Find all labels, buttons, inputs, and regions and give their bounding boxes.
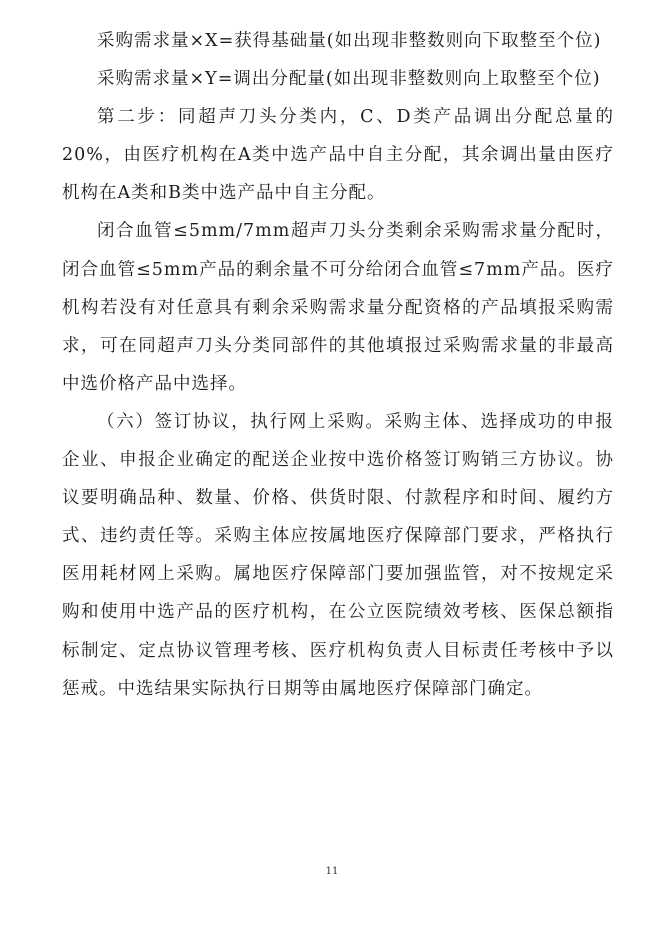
paragraph-base-quantity: 采购需求量×X=获得基础量(如出现非整数则向下取整至个位) (97, 31, 602, 51)
paragraph-sign-agreement: （六）签订协议，执行网上采购。采购主体、选择成功的申报企业、申报企业确定的配送企业按中选价格签订购销三方协议。协议要明确品种、数量、价格、供货时限、付款程序和时间、履约方式、违约责任等。采购主体应按属地医疗保障部门要求，严格执行医用耗材网上采购。属地医疗保障部门要加强监管，对不按规定采购和使用中选产品的医疗机构，在公立医院绩效考核、医保总额指标制定、定点协议管理考核、医疗机构负责人目标责任考核中予以惩戒。中选结果实际执行日期等由属地医疗保障部门确定。 (62, 411, 614, 699)
page-number: 11 (325, 866, 339, 877)
paragraph-allocation-quantity: 采购需求量×Y=调出分配量(如出现非整数则向上取整至个位) (97, 69, 601, 90)
paragraph-step-two: 第二步：同超声刀头分类内，C、D类产品调出分配总量的20%，由医疗机构在A类中选产品中自主分配，其余调出量由医疗机构在A类和B类中选产品中自主分配。 (62, 107, 614, 204)
paragraph-remaining-allocation: 闭合血管≤5mm/7mm超声刀头分类剩余采购需求量分配时，闭合血管≤5mm产品的剩余量不可分给闭合血管≤7mm产品。医疗机构若没有对任意具有剩余采购需求量分配资格的产品填报采购需求，可在同超声刀头分类同部件的其他填报过采购需求量的非最高中选价格产品中选择。 (62, 221, 614, 394)
document-body (62, 22, 614, 708)
